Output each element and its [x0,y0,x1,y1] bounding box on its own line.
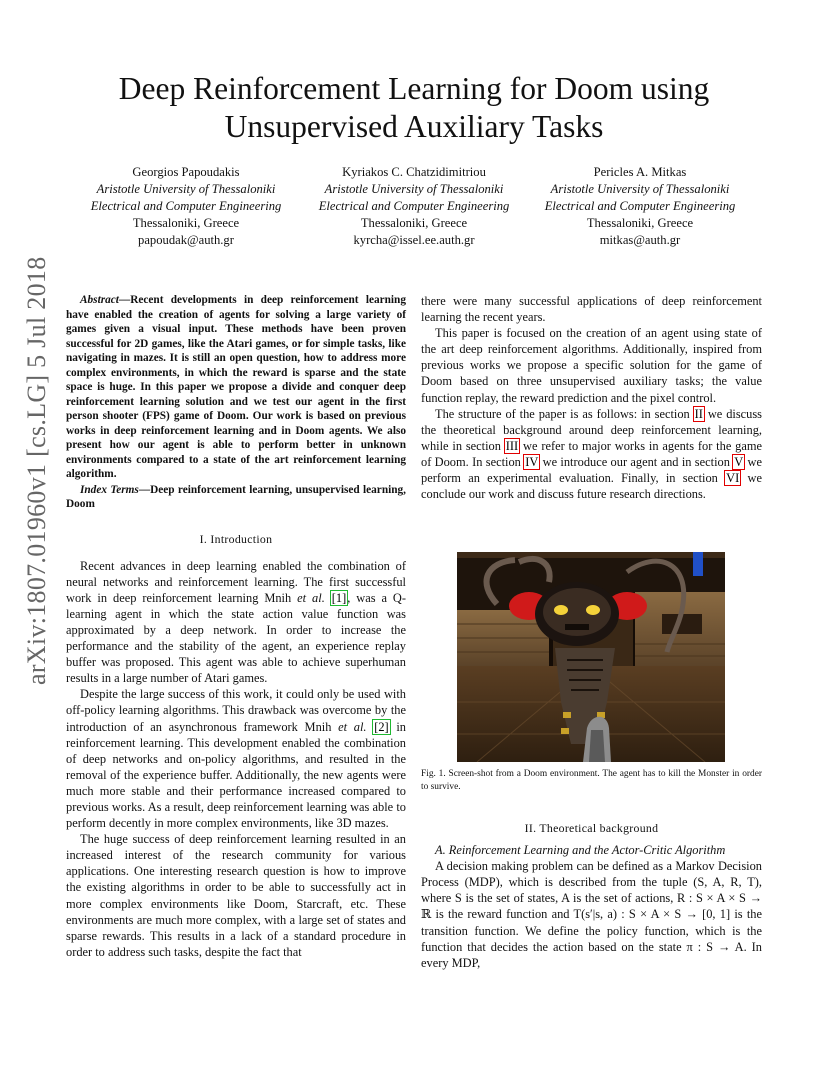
author-city: Thessaloniki, Greece [586,216,694,230]
author-department: Electrical and Computer Engineering [90,199,282,213]
paper-title [40,70,788,146]
text-run: we refer to major works in agents for the game of Doom. In section [421,438,762,469]
author-email: kyrcha@issel.ee.auth.gr [353,233,475,247]
author-name: Pericles A. Mitkas [593,165,687,179]
text-run: we conclude our work and discuss future research directions. [421,471,762,502]
section-heading-theoretical: II. Theoretical background [524,821,659,835]
intro-paragraph-3: The huge success of deep reinforcement learning resulted in an increased interest of the research community for various applications. One interesting research question is how to improve the existing algorithms in order to be able to successfully act in more complex environments like Doom, Starcraft, etc. These environments are much more complex, with a large set of states and sparse rewards. This results in a lack of a standard procedure in order to address such tasks, despite the fact that [66,832,406,959]
right-column-top [421,293,762,502]
figure-caption: Fig. 1. Screen-shot from a Doom environment. The agent has to kill the Monster in order to survive. [421,769,762,792]
author-department: Electrical and Computer Engineering [318,199,510,213]
abstract-text: —Recent developments in deep reinforcement learning have enabled the creation of agents for solving a large variety of games given a visual input. These methods have been proven successful for 2D games, like the Atari games, or for simple tasks, like navigating in mazes. It is still an open question, how to address more complex environments, in which the reward is sparse and the state space is huge. In this paper we propose a divide and conquer deep reinforcement learning solution and we test our agent in the first person shooter (FPS) game of Doom. Our work is based on previous works in deep reinforcement learning and in Doom agents. We also present how our agent is able to perform better in unknown environments compared to a state of the art reinforcement learning algorithm. [66,294,406,480]
index-terms-label: Index Terms [80,483,139,496]
author-name: Kyriakos C. Chatzidimitriou [342,165,486,179]
left-column [66,293,406,960]
text-run: Despite the large success of this work, it could only be used with off-policy learning algorithms. This drawback was overcome by the introduction of an asynchronous framework Mnih [66,687,406,734]
intro-paragraph-4: This paper is focused on the creation of an agent using state of the art deep reinforcement algorithms. Additionally, inspired from previous works we propose a specific solution for the game of Doom based on three unsupervised auxiliary tasks; the value function replay, the reward prediction and the pixel control. [421,326,762,405]
arxiv-stamp: arXiv:1807.01960v1 [cs.LG] 5 Jul 2018 [22,256,51,685]
text-run: we perform an experimental evaluation. Finally, in section [421,454,762,486]
text-run: we introduce our agent and in section [539,454,734,469]
text-run: , was a Q-learning agent in which the state action value function was approximated by a deep network. In order to increase the performance and the stability of the agent, an experience replay buffer was proposed. This agent was able to achieve superhuman results in a large number of Atari games. [66,590,407,686]
author-university: Aristotle University of Thessaloniki [96,182,276,196]
section-link-IV[interactable]: IV [525,454,539,469]
author-city: Thessaloniki, Greece [360,216,468,230]
author-name: Georgios Papoudakis [132,165,240,179]
section-link-III[interactable]: III [505,438,519,453]
theory-paragraph-1: A decision making problem can be defined as a Markov Decision Process (MDP), which is described from the tuple (S, A, R, T), where S is the set of states, A is the set of actions, R : S × A × S → ℝ is the reward function and T(s′|s, a) : S × A × S → [0, 1] is the transition function. We define the policy function, which is the function that decides the action based on the state π : S → A. In every MDP, [421,859,762,970]
text-run: The structure of the paper is as follows: in section [435,406,694,421]
author-university: Aristotle University of Thessaloniki [324,182,504,196]
index-terms-text: —Deep reinforcement learning, unsupervised learning, Doom [66,483,406,510]
subsection-heading-rl: A. Reinforcement Learning and the Actor-Critic Algorithm [435,843,726,858]
author-block-3 [520,164,760,249]
citation-link-1[interactable]: [1] [331,590,347,605]
intro-paragraph-1 [66,558,406,687]
title-line-1: Deep Reinforcement Learning for Doom using [118,71,710,106]
intro-paragraph-5 [421,406,762,503]
author-block-2 [294,164,534,249]
et-al: et al. [338,719,367,734]
doom-scene-image [457,552,725,762]
author-block-1 [66,164,306,249]
doom-screenshot-figure [457,552,725,762]
author-email: mitkas@auth.gr [599,233,681,247]
section-link-VI[interactable]: VI [726,471,740,486]
right-column-bottom [421,810,762,971]
section-heading-introduction: I. Introduction [199,531,273,546]
citation-link-2[interactable]: [2] [374,719,389,734]
abstract-label: Abstract [80,294,119,306]
section-link-II[interactable]: II [694,406,703,421]
intro-paragraph-2 [66,686,406,831]
author-department: Electrical and Computer Engineering [544,199,736,213]
text-run: Recent advances in deep learning enabled the combination of neural networks and reinforcement learning. The first successful work in deep reinforcement learning Mnih [66,558,406,605]
author-city: Thessaloniki, Greece [132,216,240,230]
text-run: in reinforcement learning. This development enabled the combination of deep networks and on-policy algorithms, and resulted in the removal of the experience buffer. Additionally, the new agents were much more stable and their performance increased compared to previous works. As a result, deep reinforcement learning was able to perform decently in more complex environments, like 3D mazes. [66,719,406,831]
author-email: papoudak@auth.gr [138,233,234,247]
index-terms [66,483,406,512]
et-al: et al. [297,590,325,605]
abstract [66,293,406,482]
intro-paragraph-continued: there were many successful applications of deep reinforcement learning the recent years. [421,294,762,325]
text-run: we discuss the theoretical background around deep reinforcement learning, while in section [421,406,762,453]
author-university: Aristotle University of Thessaloniki [550,182,730,196]
section-link-V[interactable]: V [734,454,744,469]
title-line-2: Unsupervised Auxiliary Tasks [224,109,604,144]
